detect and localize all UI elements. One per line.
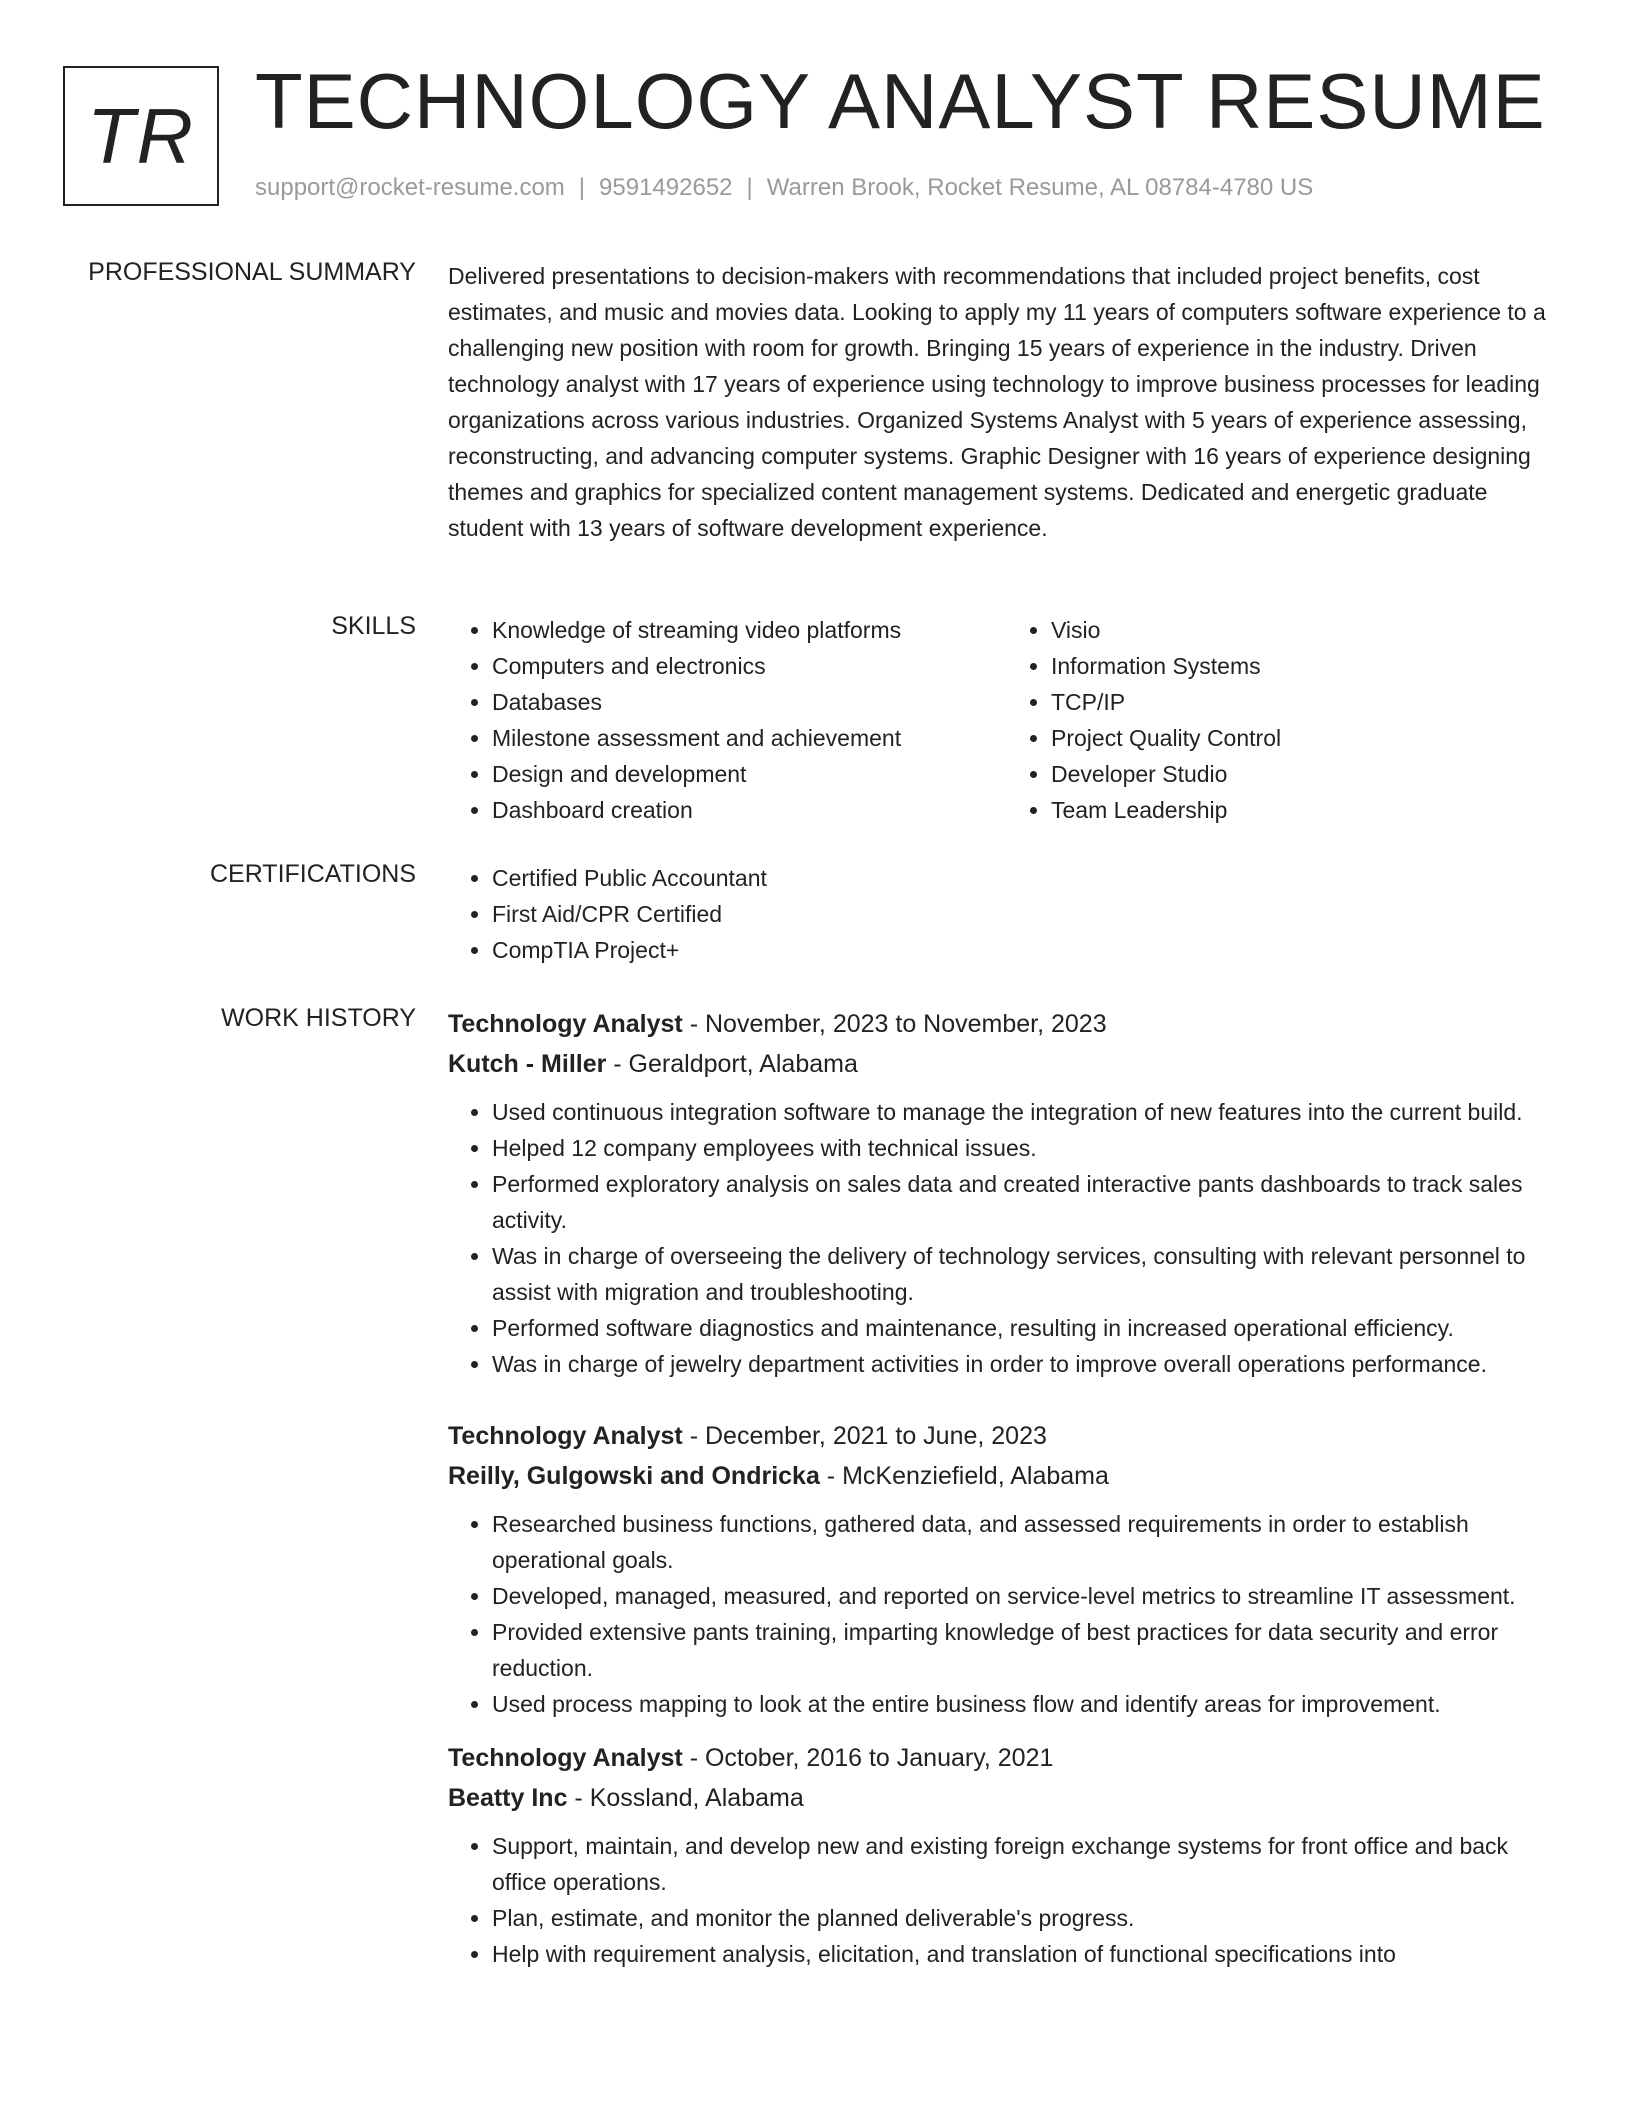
job-bullet: • Helped 12 company employees with technical issues. bbox=[492, 1130, 1566, 1166]
job-location: - Kossland, Alabama bbox=[567, 1784, 804, 1812]
separator: | bbox=[578, 174, 586, 201]
job-bullet: • Provided extensive pants training, imparting knowledge of best practices for data security and error reduction. bbox=[492, 1614, 1566, 1686]
skill-item: • Visio bbox=[1051, 612, 1566, 648]
skill-item: • Databases bbox=[492, 684, 1007, 720]
job-bullet: • Performed software diagnostics and maintenance, resulting in increased operational efficiency. bbox=[492, 1310, 1566, 1346]
job-bullet: • Performed exploratory analysis on sales data and created interactive pants dashboards to track sales activity. bbox=[492, 1166, 1566, 1238]
section-label: SKILLS bbox=[331, 612, 416, 640]
job-location: - Geraldport, Alabama bbox=[606, 1050, 858, 1078]
job-dates: - November, 2023 to November, 2023 bbox=[682, 1010, 1107, 1038]
summary-text: Delivered presentations to decision-makers with recommendations that included project benefits, cost estimates, and music and movies data. Looking to apply my 11 years of computers software experience to a challenging new position with room for growth. Bringing 15 years of experience in the industry. Driven technology analyst with 17 years of experience using technology to improve business processes for leading organizations across various industries. Organized Systems Analyst with 5 years of experience assessing, reconstructing, and advancing computer systems. Graphic Designer with 16 years of experience designing themes and graphics for specialized content management systems. Dedicated and energetic graduate student with 13 years of software development experience. bbox=[448, 263, 1546, 541]
section-label: CERTIFICATIONS bbox=[209, 860, 416, 888]
job-location: - McKenziefield, Alabama bbox=[819, 1462, 1109, 1490]
skill-item: • Design and development bbox=[492, 756, 1007, 792]
skills-list bbox=[448, 612, 1566, 828]
skill-item: • Computers and electronics bbox=[492, 648, 1007, 684]
address: Warren Brook, Rocket Resume, AL 08784-4780 US bbox=[766, 174, 1314, 201]
skill-item: • Milestone assessment and achievement bbox=[492, 720, 1007, 756]
job-title-line bbox=[448, 1738, 1566, 1778]
monogram: TR bbox=[63, 66, 219, 206]
job-entry bbox=[448, 1416, 1566, 1722]
certifications-list bbox=[448, 860, 1566, 968]
job-entry bbox=[448, 1004, 1566, 1382]
job-title-line bbox=[448, 1004, 1566, 1044]
job-company: Beatty Inc bbox=[448, 1784, 568, 1812]
work-history-list bbox=[448, 1004, 1566, 1972]
certification-item: • Certified Public Accountant bbox=[492, 860, 1566, 896]
skill-item: • Dashboard creation bbox=[492, 792, 1007, 828]
skills-column-right bbox=[1007, 612, 1566, 828]
separator: | bbox=[746, 174, 753, 201]
job-entry bbox=[448, 1738, 1566, 1972]
section-label: PROFESSIONAL SUMMARY bbox=[88, 258, 416, 286]
skill-item: • TCP/IP bbox=[1051, 684, 1566, 720]
job-company: Kutch - Miller bbox=[448, 1050, 607, 1078]
job-bullet: • Support, maintain, and develop new and existing foreign exchange systems for front office and back office operations. bbox=[492, 1828, 1566, 1900]
job-dates: - December, 2021 to June, 2023 bbox=[682, 1422, 1047, 1450]
job-title: Technology Analyst bbox=[448, 1010, 683, 1038]
job-dates: - October, 2016 to January, 2021 bbox=[682, 1744, 1054, 1772]
job-title: Technology Analyst bbox=[448, 1744, 683, 1772]
skill-item: • Developer Studio bbox=[1051, 756, 1566, 792]
job-bullet: • Plan, estimate, and monitor the planned deliverable's progress. bbox=[492, 1900, 1566, 1936]
page-title: TECHNOLOGY ANALYST RESUME bbox=[255, 57, 1546, 145]
job-bullet: • Used continuous integration software to manage the integration of new features into the current build. bbox=[492, 1094, 1566, 1130]
job-bullet: • Developed, managed, measured, and reported on service-level metrics to streamline IT assessment. bbox=[492, 1578, 1566, 1614]
certification-item: • CompTIA Project+ bbox=[492, 932, 1566, 968]
skill-item: • Team Leadership bbox=[1051, 792, 1566, 828]
job-bullet: • Was in charge of overseeing the delivery of technology services, consulting with relevant personnel to assist with migration and troubleshooting. bbox=[492, 1238, 1566, 1310]
job-bullet: • Help with requirement analysis, elicitation, and translation of functional specifications into bbox=[492, 1936, 1566, 1972]
job-bullet: • Researched business functions, gathered data, and assessed requirements in order to establish operational goals. bbox=[492, 1506, 1566, 1578]
job-company-line bbox=[448, 1456, 1566, 1496]
job-company-line bbox=[448, 1044, 1566, 1084]
job-title: Technology Analyst bbox=[448, 1422, 683, 1450]
contact-line bbox=[255, 174, 1313, 202]
skills-column-left bbox=[448, 612, 1007, 828]
job-company-line bbox=[448, 1778, 1566, 1818]
job-bullet: • Was in charge of jewelry department activities in order to improve overall operations performance. bbox=[492, 1346, 1566, 1382]
skill-item: • Information Systems bbox=[1051, 648, 1566, 684]
job-company: Reilly, Gulgowski and Ondricka bbox=[448, 1462, 820, 1490]
skill-item: • Project Quality Control bbox=[1051, 720, 1566, 756]
job-bullet: • Used process mapping to look at the entire business flow and identify areas for improvement. bbox=[492, 1686, 1566, 1722]
certification-item: • First Aid/CPR Certified bbox=[492, 896, 1566, 932]
job-title-line bbox=[448, 1416, 1566, 1456]
skill-item: • Knowledge of streaming video platforms bbox=[492, 612, 1007, 648]
phone: 9591492652 bbox=[599, 174, 733, 201]
section-label: WORK HISTORY bbox=[221, 1004, 416, 1032]
email: support@rocket-resume.com bbox=[255, 174, 565, 201]
